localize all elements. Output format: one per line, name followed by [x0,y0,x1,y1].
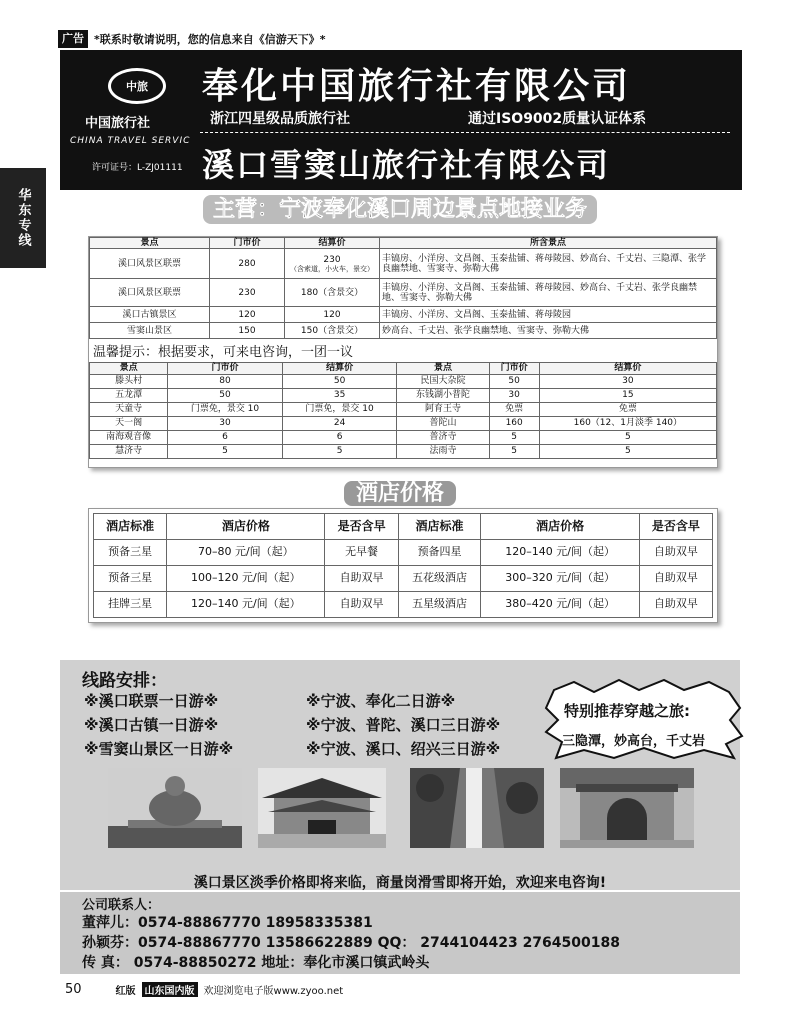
divider [200,132,730,133]
settle-note: （含索道，小火车，景交） [290,264,374,273]
col-header: 门市价 [489,363,539,374]
table-header-row [90,238,717,249]
hotel-title [0,476,800,507]
cell: 5 [282,444,397,458]
col-header: 结算价 [282,363,397,374]
cell: 丰镐房、小洋房、文昌阁、玉泰盐铺、蒋母陵园、妙高台、千丈岩、三隐潭、张学良幽禁地、雪窦寺、弥勒大佛 [380,249,717,279]
col-header: 景点 [90,238,210,249]
table-row [94,540,713,566]
cell: 丰镐房、小洋房、文昌阁、玉泰盐铺、蒋母陵园、妙高台、千丈岩、张学良幽禁地、雪窦寺、弥勒大佛 [380,279,717,307]
main-business-text: 主营：宁波奉化溪口周边景点地接业务 [203,195,597,224]
table-row [90,279,717,307]
ad-tag: 广告 [58,30,88,48]
cell: 5 [489,444,539,458]
col-header: 所含景点 [380,238,717,249]
logo-cn-name: 中国旅行社 [85,116,151,131]
cell: 自助双早 [639,540,712,566]
table-row [90,307,717,323]
contact-line: 孙颖芬：0574-88867770 13586622889 QQ： 2744104423 2764500188 [82,935,620,951]
cell: 天一阁 [90,416,168,430]
table-header-row [90,363,717,374]
settle-price: 230 [323,254,341,265]
cell: 阿育王寺 [397,402,489,416]
cell: 24 [282,416,397,430]
cell: 门票免，景交 10 [168,402,283,416]
ad-bar [58,30,326,48]
main-business [0,192,800,223]
ad-note: *联系时敬请说明，您的信息来自《信游天下》* [94,33,326,46]
table-row [90,323,717,339]
temple-photo [258,768,386,848]
cts-logo-icon [108,68,166,104]
col-header: 结算价 [539,363,716,374]
cell: 120–140 元/间（起） [167,592,325,618]
cell: 50 [282,374,397,388]
col-header: 景点 [90,363,168,374]
table-row [94,566,713,592]
cell: 普陀山 [397,416,489,430]
special-body: 三隐潭，妙高台，千丈岩 [562,734,706,749]
cell: 五龙潭 [90,388,168,402]
cell: 150 [210,323,285,339]
cell: 丰镐房、小洋房、文昌阁、玉泰盐铺、蒋母陵园 [380,307,717,323]
table-row [90,388,717,402]
cell: 免票 [489,402,539,416]
table-row [90,374,717,388]
footer [65,982,343,997]
col-header: 酒店价格 [481,514,639,540]
special-recommend [544,678,744,760]
table-header-row [94,514,713,540]
table-row [90,444,717,458]
cell: 120–140 元/间（起） [481,540,639,566]
cell: 法雨寺 [397,444,489,458]
cell: 230 [210,279,285,307]
cell: 慧济寺 [90,444,168,458]
slogan-rating: 浙江四星级品质旅行社 [210,111,350,127]
col-header: 是否含早 [325,514,398,540]
cell: 5 [168,444,283,458]
notice-text: 溪口景区淡季价格即将来临，商量岗滑雪即将开始，欢迎来电咨询! [193,875,607,891]
col-header: 门市价 [168,363,283,374]
col-header: 结算价 [285,238,380,249]
table-row [90,430,717,444]
cell: 300–320 元/间（起） [481,566,639,592]
cell: 120 [210,307,285,323]
cell: 自助双早 [325,566,398,592]
contact-section [60,892,740,974]
logo-en-name: CHINA TRAVEL SERVIC [70,136,191,146]
company-name-primary: 奉化中国旅行社有限公司 [202,65,632,107]
cell: 免票 [539,402,716,416]
hotel-title-text: 酒店价格 [344,481,456,506]
cell: 160 [489,416,539,430]
cell: 30 [489,388,539,402]
cell: 150（含景交） [285,323,380,339]
contact-title: 公司联系人： [82,898,161,913]
route-item: ※宁波、溪口、绍兴三日游※ [306,740,501,758]
hotel-table [93,513,713,618]
cell: 滕头村 [90,374,168,388]
buddha-photo [108,768,242,848]
cell: 五花级酒店 [398,566,481,592]
routes-title: 线路安排： [82,671,167,691]
cell: 380–420 元/间（起） [481,592,639,618]
cell: 预备三星 [94,566,167,592]
cell: 5 [489,430,539,444]
cell: 30 [168,416,283,430]
logo-text: 中旅 [126,80,148,93]
table-row [90,402,717,416]
cell: 挂牌三星 [94,592,167,618]
col-header: 是否含早 [639,514,712,540]
gate-photo [560,768,694,848]
company-name-secondary: 溪口雪窦山旅行社有限公司 [202,146,611,184]
cell: 5 [539,430,716,444]
cell: 普济寺 [397,430,489,444]
cell: 自助双早 [639,592,712,618]
slogan-iso: 通过ISO9002质量认证体系 [468,111,647,127]
page-number: 50 [65,982,82,997]
edition-label: 红版 [115,986,136,997]
route-item: ※溪口联票一日游※ [84,692,219,710]
cell: 南海观音像 [90,430,168,444]
cell: 5 [539,444,716,458]
cell: 80 [168,374,283,388]
cell: 自助双早 [325,592,398,618]
special-title: 特别推荐穿越之旅: [564,702,690,720]
route-item: ※宁波、奉化二日游※ [306,692,456,710]
contact-line: 董萍儿：0574-88867770 18958335381 [82,915,373,931]
cell: 160（12、1月淡季 140） [539,416,716,430]
cell: 6 [282,430,397,444]
route-item: ※宁波、普陀、溪口三日游※ [306,716,501,734]
cell: 50 [168,388,283,402]
col-header: 景点 [397,363,489,374]
cell: 溪口风景区联票 [90,279,210,307]
cell: 五星级酒店 [398,592,481,618]
cell: 280 [210,249,285,279]
cell: 妙高台、千丈岩、张学良幽禁地、雪窦寺、弥勒大佛 [380,323,717,339]
hotel-price-panel [88,508,718,623]
route-item: ※溪口古镇一日游※ [84,716,219,734]
cell: 无早餐 [325,540,398,566]
tip-text: 温馨提示：根据要求，可来电咨询，一团一议 [93,345,354,361]
cell: 自助双早 [639,566,712,592]
cell: 溪口风景区联票 [90,249,210,279]
cell: 天童寺 [90,402,168,416]
footer-website: 欢迎浏览电子版www.zyoo.net [203,986,344,997]
cell: 东钱湖小普陀 [397,388,489,402]
col-header: 酒店标准 [94,514,167,540]
route-item: ※雪窦山景区一日游※ [84,740,234,758]
region-label: 山东国内版 [142,982,198,997]
cell: 预备四星 [398,540,481,566]
scenic-price-panel [88,236,718,468]
header-banner [60,50,742,190]
cell: 预备三星 [94,540,167,566]
scenic-table [89,237,717,339]
cell: 门票免，景交 10 [282,402,397,416]
cell: 雪窦山景区 [90,323,210,339]
waterfall-photo [410,768,544,848]
col-header: 酒店标准 [398,514,481,540]
cell: 民国大杂院 [397,374,489,388]
table-row [90,416,717,430]
cell: 120 [285,307,380,323]
table-row [90,249,717,279]
cell: 50 [489,374,539,388]
cell [285,249,380,279]
cell: 100–120 元/间（起） [167,566,325,592]
cell: 30 [539,374,716,388]
license-number: 许可证号：L-ZJ01111 [92,163,183,173]
cell: 15 [539,388,716,402]
other-scenic-table [89,362,717,458]
cell: 180（含景交） [285,279,380,307]
cell: 6 [168,430,283,444]
side-tab: 华东专线 [0,168,46,268]
contact-line: 传 真： 0574-88850272 地址：奉化市溪口镇武岭头 [82,955,430,971]
col-header: 门市价 [210,238,285,249]
table-row [94,592,713,618]
col-header: 酒店价格 [167,514,325,540]
cell: 35 [282,388,397,402]
cell: 溪口古镇景区 [90,307,210,323]
cell: 70–80 元/间（起） [167,540,325,566]
